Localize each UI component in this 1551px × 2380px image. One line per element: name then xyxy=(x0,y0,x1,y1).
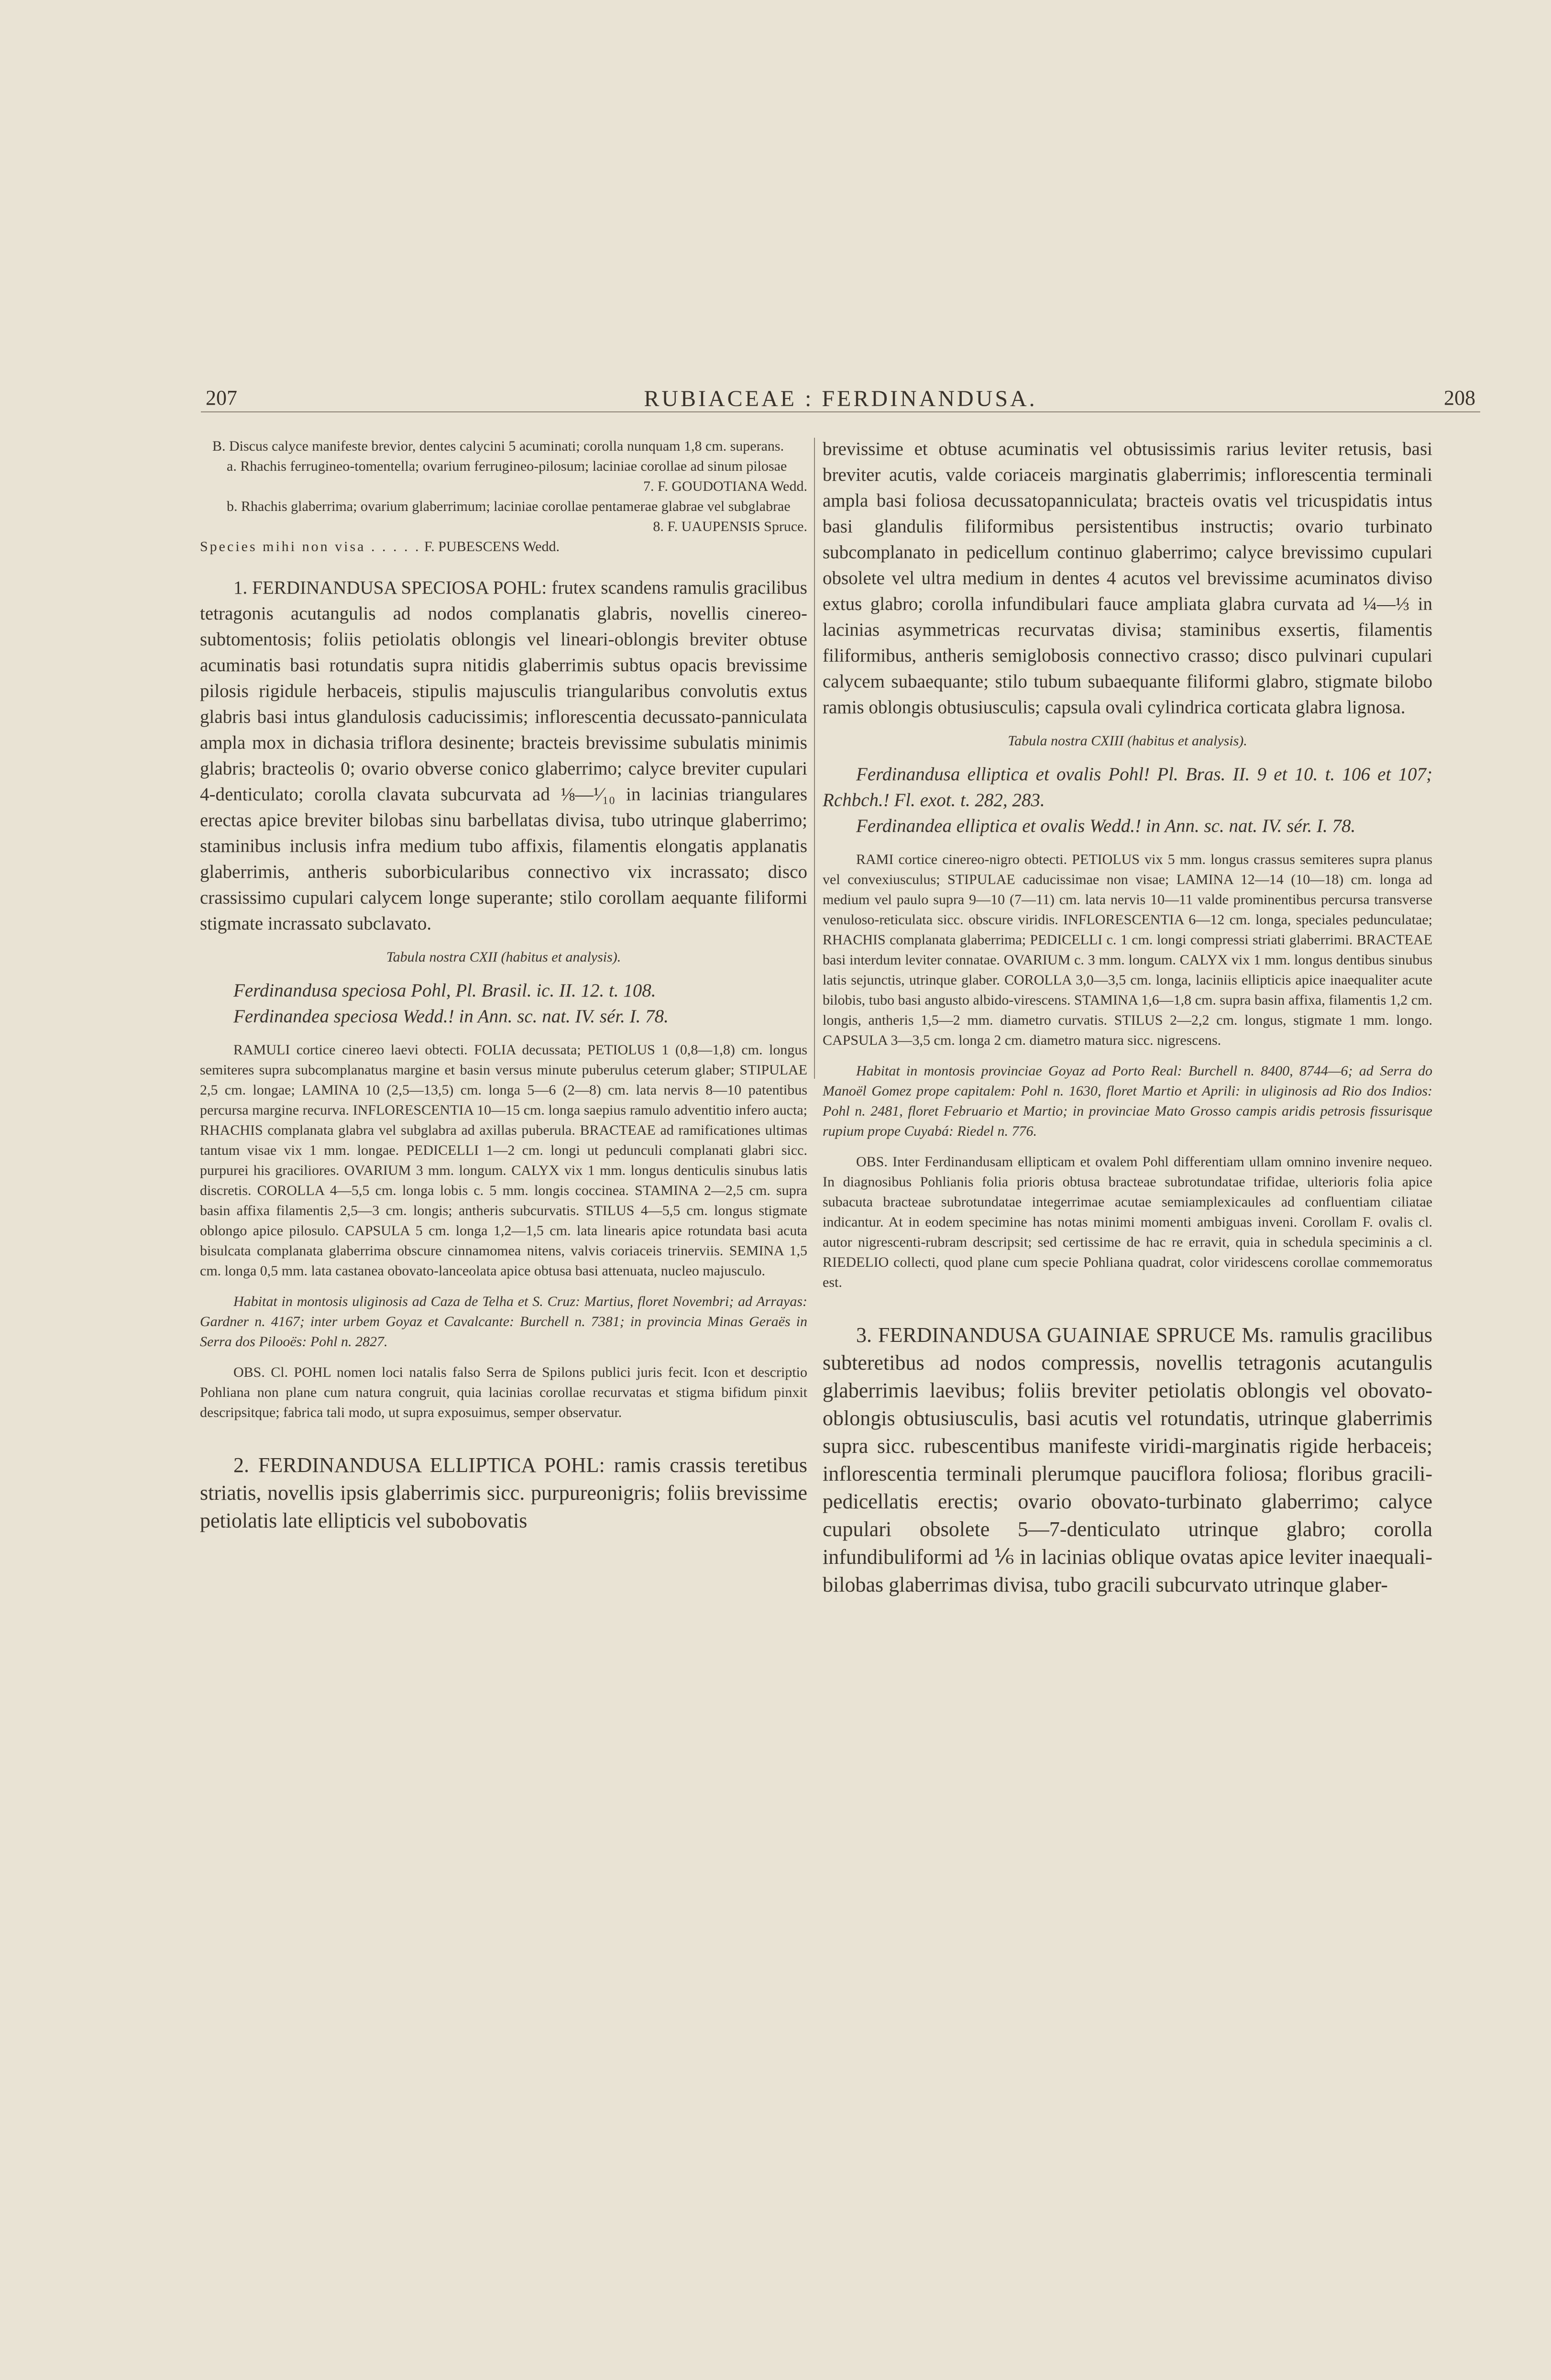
species-2-synonym-2: Ferdinandea elliptica et ovalis Wedd.! in Ann. sc. nat. IV. sér. I. 78. xyxy=(856,816,1356,836)
species-1-habitat: Habitat in montosis uliginosis ad Caza de Telha et S. Cruz: Martius, floret Novembri; ad Arrayas: Gardner n. 4167; inter urbem Goyaz et Cavalcante: Burchell n. 7381; in provincia Minas Geraës in Serra dos Pilooës: Pohl n. 2827. xyxy=(200,1294,807,1350)
species-1-observation: OBS. Cl. POHL nomen loci natalis falso Serra de Spilons publici juris fecit. Icon et descriptio Pohliana non plane cum natura congruit, quia lacinias corollae recurvatas et stigma bifidum pinxit descripsitque; fabrica tali modo, ut supra exposuimus, semper observatur. xyxy=(200,1364,807,1420)
species-2-synonym-1: Ferdinandusa elliptica et ovalis Pohl! Pl. Bras. II. 9 et 10. t. 106 et 107; Rchbch.! Fl. exot. t. 282, 283. xyxy=(823,764,1432,810)
page-header xyxy=(201,383,1480,412)
species-2-habitat: Habitat in montosis provinciae Goyaz ad Porto Real: Burchell n. 8400, 8744—6; ad Serra do Manoël Gomez prope capitalem: Pohl n. 1630, floret Martio et Aprili: in uliginosis ad Rio dos Indios: Pohl n. 2481, floret Februario et Martio; in provinciae Mato Grosso campis aridis petrosis fissurisque rupium prope Cuyabá: Riedel n. 776. xyxy=(823,1063,1432,1139)
species-2-description-cont: brevissime et obtuse acuminatis vel obtusissimis rarius leviter retusis, basi breviter acutis, valde coriaceis marginatis glaberrimis; inflorescentia terminali ampla basi foliosa decussatopanniculata; bracteis ovatis vel tricuspidatis intus basi glandulis filiformibus persistentibus instructis; ovario turbinato subcomplanato in pedicellum continuo glaberrimo; calyce brevissimo cupulari obsolete vel ultra medium in dentes 4 acutos vel brevissime acuminatos diviso extus glabro; corolla infundibulari fauce ampliata glabra curvata ad ¼—⅓ in lacinias asymmetricas recurvatas divisa; staminibus exsertis, filamentis filiformibus, antheris semiglobosis connectivo crasso; disco pulvinari cupulari calycem subaequante; stilo tubum subaequante filiformi glabro, stigmate bilobo ramis oblongis obtusiusculis; capsula ovali cylindrica corticata glabra lignosa. xyxy=(823,439,1432,718)
unseen-species: F. PUBESCENS Wedd. xyxy=(424,539,560,554)
key-species-7: 7. F. GOUDOTIANA Wedd. xyxy=(643,478,807,494)
page-number-right: 208 xyxy=(1444,386,1475,410)
key-entry-bb: b. Rhachis glaberrima; ovarium glaberrimum; laciniae corollae pentamerae glabrae vel subglabrae xyxy=(227,498,791,514)
species-1-plate: Tabula nostra CXII (habitus et analysis). xyxy=(386,949,621,965)
species-2-plate: Tabula nostra CXIII (habitus et analysis). xyxy=(1008,733,1247,749)
right-column xyxy=(823,436,1432,1599)
unseen-species-line xyxy=(200,537,807,557)
page-number-left: 207 xyxy=(206,386,237,410)
species-1-description: 1. FERDINANDUSA SPECIOSA POHL: frutex scandens ramulis gracilibus tetragonis acutangulis ad nodos complanatis glabris, novellis cinereo-subtomentosis; foliis petiolatis oblongis vel lineari-oblongis breviter obtuse acuminatis basi rotundatis supra nitidis glaberrimis subtus opacis brevissime pilosis rigidule herbaceis, stipulis majusculis triangularibus convolutis extus glabris basi intus glandulosis caducissimis; inflorescentia decussato-panniculata ampla mox in dichasia triflora desinente; bracteis brevissime subulatis minimis glabris; bracteolis 0; ovario obverse conico glaberrimo; calyce breviter cupulari 4-denticulato; corolla clavata subcurvata ad ⅛—¹⁄₁₀ in lacinias triangulares erectas apice breviter bilobas sinu barbellatas divisa, tubo utrinque glaberrimo; staminibus inclusis infra medium tubo affixis, filamentis elongatis applanatis glaberrimis, antheris suborbicularibus connectivo vix incrassato; disco crassissimo cupulari calycem longe superante; stilo corollam aequante filiformi stigmate incrassato subclavato. xyxy=(200,577,807,934)
key-species-8: 8. F. UAUPENSIS Spruce. xyxy=(653,519,807,534)
column-divider xyxy=(814,438,815,1079)
species-3-description: 3. FERDINANDUSA GUAINIAE SPRUCE Ms. ramulis gracilibus subteretibus ad nodos compressis, novellis tetragonis acutangulis glaberrimis laevibus; foliis breviter petiolatis oblongis vel obovato-oblongis obtusiusculis, basi acutis vel rotundatis, utrinque glaberrimis supra sicc. rubescentibus manifeste viridi-marginatis rigide herbaceis; inflorescentia terminali plerumque pauciflora foliosa; floribus gracili-pedicellatis erectis; ovario obovato-turbinato glaberrimo; calyce cupulari obsolete 5—7-denticulato utrinque glabro; corolla infundibuliformi ad ⅙ in lacinias oblique ovatas apice leviter inaequali-bilobas glaberrimas divisa, tubo gracili subcurvato utrinque glaber- xyxy=(823,1323,1432,1596)
species-1-synonym-1: Ferdinandusa speciosa Pohl, Pl. Brasil. ic. II. 12. t. 108. xyxy=(233,980,656,1001)
unseen-label: Species mihi non visa . . . . . xyxy=(200,539,421,554)
running-head: RUBIACEAE : FERDINANDUSA. xyxy=(644,386,1037,411)
species-1-synonym-2: Ferdinandea speciosa Wedd.! in Ann. sc. nat. IV. sér. I. 78. xyxy=(233,1006,669,1027)
species-2-observation: OBS. Inter Ferdinandusam ellipticam et ovalem Pohl differentiam ullam omnino invenire nequeo. In diagnosibus Pohlianis folia prioris obtusa bracteae subrotundatae trifidae, ulterioris folia apice subacuta bracteae subrotundatae integerrimae acutae semiamplexicaules ad confluentiam ciliatae indicantur. At in eodem specimine has notas minimi momenti ambiguas inveni. Corollam F. ovalis cl. autor nigrescenti-rubram descripsit; sed certissime de hac re erravit, quia in schedula speciminis a cl. RIEDELIO collecti, quod plane cum specie Pohliana quadrat, color viridescens corollae commemoratus est. xyxy=(823,1154,1432,1290)
species-2-details: RAMI cortice cinereo-nigro obtecti. PETIOLUS vix 5 mm. longus crassus semiteres supra planus vel convexiusculus; STIPULAE caducissimae non visae; LAMINA 12—14 (10—18) cm. longa ad medium vel paulo supra 9—10 (7—11) cm. lata nervis 10—11 valde prominentibus percursa transverse venuloso-reticulata sicc. obscure viridis. INFLORESCENTIA 6—12 cm. longa, speciales pedunculatae; RHACHIS complanata glaberrima; PEDICELLI c. 1 cm. longi compressi striati glaberrimi. BRACTEAE basi interdum leviter connatae. OVARIUM c. 3 mm. longum. CALYX vix 1 mm. longus dentibus sinubus latis sejunctis, utrinque glaber. COROLLA 3,0—3,5 cm. longa, laciniis ellipticis apice inaequaliter acute bilobis, tubo basi angusto albido-virescens. STAMINA 1,6—1,8 cm. supra basin affixa, filamentis 1,2 cm. longis, antheris 1,5—2 mm. diametro curvatis. STILUS 2—2,2 cm. longus, stigmate 1 mm. longo. CAPSULA 3—3,5 cm. longa 2 cm. diametro matura sicc. nigrescens. xyxy=(823,852,1432,1048)
key-entry-b: B. Discus calyce manifeste brevior, dentes calycini 5 acuminati; corolla nunquam 1,8 cm. superans. xyxy=(212,438,784,454)
species-2-description-start: 2. FERDINANDUSA ELLIPTICA POHL: ramis crassis teretibus striatis, novellis ipsis glaberrimis sicc. purpureonigris; foliis brevissime petiolatis late ellipticis vel subobovatis xyxy=(200,1453,807,1532)
species-1-details: RAMULI cortice cinereo laevi obtecti. FOLIA decussata; PETIOLUS 1 (0,8—1,8) cm. longus semiteres supra subcomplanatus margine et basin versus minute puberulus ceterum glaber; STIPULAE 2,5 cm. longae; LAMINA 10 (2,5—13,5) cm. longa 5—6 (2—8) cm. lata nervis 8—10 patentibus percursa margine recurva. INFLORESCENTIA 10—15 cm. longa saepius ramulo adventitio infero aucta; RHACHIS complanata glabra vel subglabra ad axillas puberula. BRACTEAE ad ramificationes ultimas tantum visae vix 1 mm. longae. PEDICELLI 1—2 cm. longi ut pedunculi complanati glabri sicc. purpurei his graciliores. OVARIUM 3 mm. longum. CALYX vix 1 mm. longus denticulis sinubus latis discretis. COROLLA 4—5,5 cm. longa lobis c. 5 mm. longis coccinea. STAMINA 2—2,5 cm. supra basin affixa filamentis 2,5—3 cm. longis; antheris subcurvatis. STILUS 4—5,5 cm. longus stigmate oblongo apice pilosulo. CAPSULA 5 cm. longa 1,2—1,5 cm. lata linearis apice rotundata basi acuta bisulcata complanata glaberrima obscure cinnamomea nitens, valvis coriaceis trinerviis. SEMINA 1,5 cm. longa 0,5 mm. lata castanea obovato-lanceolata apice obtusa basi attenuata, nucleo majusculo. xyxy=(200,1042,807,1279)
key-entry-a: a. Rhachis ferrugineo-tomentella; ovarium ferrugineo-pilosum; laciniae corollae ad sinum pilosae xyxy=(227,458,787,474)
left-column xyxy=(200,436,807,1535)
